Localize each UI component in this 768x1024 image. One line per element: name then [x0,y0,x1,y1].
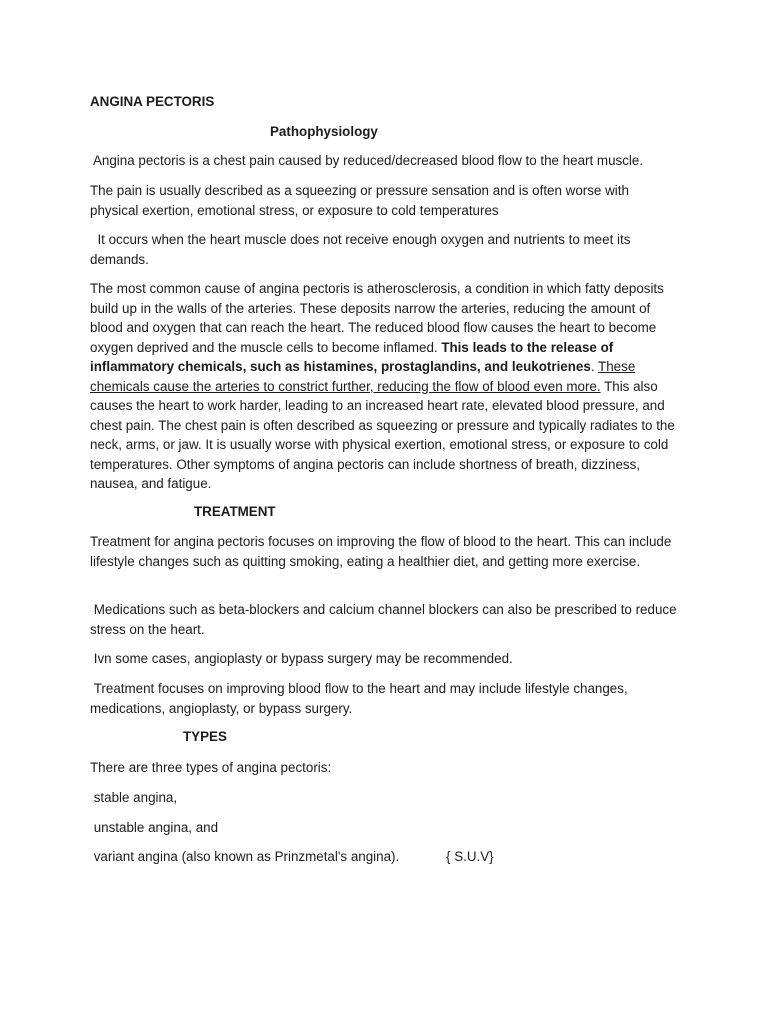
type-item-variant: variant angina (also known as Prinzmetal's angina). [90,849,400,864]
paragraph-treatment-surgery: Ivn some cases, angioplasty or bypass surgery may be recommended. [90,651,513,666]
type-item-stable: stable angina, [90,790,178,805]
paragraph-definition: Angina pectoris is a chest pain caused by reduced/decreased blood flow to the heart muscle. [90,153,644,168]
causes-text-period: . [590,359,595,374]
paragraph-treatment-overview: Treatment for angina pectoris focuses on improving the flow of blood to the heart. This can include lifestyle changes such as quitting smoking, eating a healthier diet, and getting more exercise. [90,534,672,569]
document-title: ANGINA PECTORIS [90,94,215,109]
section-heading-types: TYPES [183,729,227,744]
causes-text-intro: The most common cause of angina pectoris is atherosclerosis, a condition in which fatty deposits build up in the walls of the arteries. These deposits narrow the arteries, reducing the amount of blood and oxygen that can reach the heart. The reduced blood flow causes the heart to become oxygen deprived and the muscle cells to become inflamed. [90,281,664,355]
paragraph-treatment-summary: Treatment focuses on improving blood flow to the heart and may include lifestyle changes, medications, angioplasty, or bypass surgery. [90,681,632,716]
section-heading-treatment: TREATMENT [194,504,276,519]
type-item-unstable: unstable angina, and [90,820,219,835]
types-mnemonic: { S.U.V} [446,849,494,864]
types-intro: There are three types of angina pectoris: [90,760,332,775]
causes-text-bold: This leads to the release of inflammatory chemicals, such as histamines, prostaglandins, and leukotrienes [90,339,614,374]
paragraph-causes [90,279,684,494]
section-heading-pathophysiology: Pathophysiology [270,124,378,139]
paragraph-oxygen-demand: It occurs when the heart muscle does not receive enough oxygen and nutrients to meet its demands. [90,232,635,267]
paragraph-treatment-medications: Medications such as beta-blockers and calcium channel blockers can also be prescribed to reduce stress on the heart. [90,602,681,637]
causes-text-rest: This also causes the heart to work harder, leading to an increased heart rate, elevated blood pressure, and chest pain. The chest pain is often described as squeezing or pressure and typically radiates to the neck, arms, or jaw. It is usually worse with physical exertion, emotional stress, or exposure to cold temperatures. Other symptoms of angina pectoris can include shortness of breath, dizziness, nausea, and fatigue. [90,378,675,491]
paragraph-pain-description: The pain is usually described as a squeezing or pressure sensation and is often worse with physical exertion, emotional stress, or exposure to cold temperatures [90,183,629,218]
causes-text-underlined: These chemicals cause the arteries to constrict further, reducing the flow of blood even more. [90,359,636,394]
